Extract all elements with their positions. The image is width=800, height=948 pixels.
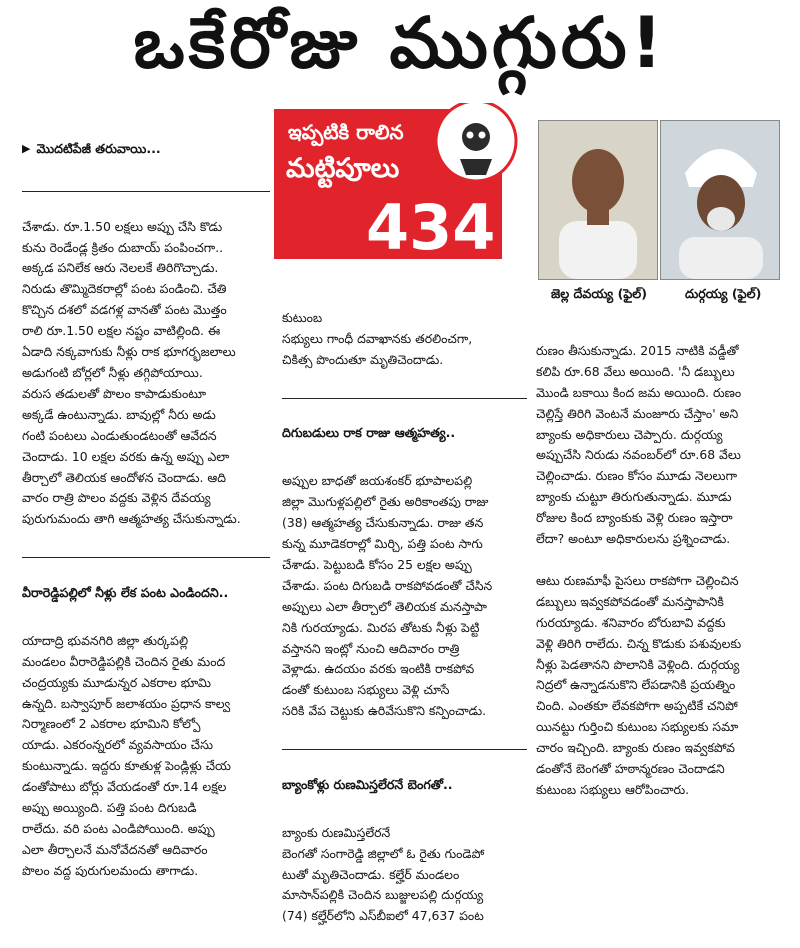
skull-icon [462,123,490,151]
continuation-kicker [22,139,270,160]
paragraph: ఆటు రుణమాఫీ పైసలు రాకపోగా చెల్లించిన డబ్బులు ఇవ్వకపోవడంతో మనస్తాపానికి గురయ్యాడు. శనివారం బోరుబావి వద్దకు వెళ్లి తిరిగి రాలేదు. చిన్న కొడుకు పశువులకు నీళ్లు పెడతానని పొలానికి వెళ్లింది. దుర్గయ్య నిద్రలో ఉన్నాడనుకొని లేపడానికి ప్రయత్నిం చింది. ఎంతకూ లేవకపోగా అప్పటికే చనిపో యినట్టు గుర్తించి కుటుంబ సభ్యులకు సమా చారం ఇచ్చింది. బ్యాంకు రుణం ఇవ్వకపోవ డంతోనే బెంగతో హఠాన్మరణం చెందాడని కుటుంబ సభ్యులు ఆరోపించారు. [536,572,742,797]
divider [282,749,527,750]
headline: ఒకేరోజు ముగ్గురు! [133,1,667,84]
kicker-text: మొదటిపేజీ తరువాయి... [36,140,161,156]
badge-line-1: ఇప్పటికి రాలిన [288,120,404,144]
article-column-1 [22,118,270,903]
badge-count: 434 [366,191,496,263]
subheading: వీరారెడ్డిపల్లిలో నీళ్లు లేక పంట ఎండిందని.. [22,585,229,601]
skull-eye-left-icon [467,132,474,139]
subheading: దిగుబడులు రాక రాజు ఆత్మహత్య.. [282,425,456,441]
article-column-3 [536,320,781,822]
paragraph: యాదాద్రి భువనగిరి జిల్లా తుర్కపల్లి మండలం వీరారెడ్డిపల్లికి చెందిన రైతు మంద చంద్రయ్యకు మూడున్నర ఎకరాల భూమి ఉన్నది. బస్వాపూర్ జలాశయం ప్రధాన కాల్వ నిర్మాణంలో 2 ఎకరాల భూమిని కోల్పో యాడు. ఎకరంన్నరలో వ్యవసాయం చేసు కుంటున్నాడు. ఇద్దరు కూతుళ్ల పెండ్లిళ్లు చేయ డంతోపాటు బోర్లు వేయడంతో రూ.14 లక్షల అప్పు అయ్యింది. పత్తి పంట దిగుబడి రాలేదు. వరి పంట ఎండిపోయింది. అప్పు ఎలా తీర్చాలనే మనోవేదనతో ఆదివారం పొలం వద్ద పురుగులమందు తాగాడు. [22,632,231,878]
article-column-2 [282,287,527,948]
divider [22,191,270,192]
photo-caption: దుర్గయ్య (ఫైల్) [685,286,762,301]
farmer-portrait-icon [539,121,657,279]
divider [282,398,527,399]
paragraph: రుణం తీసుకున్నాడు. 2015 నాటికి వడ్డీతో కలిపి రూ.68 వేలు అయింది. 'నీ డబ్బులు మొండి బకాయి కింద జమ అయింది. రుణం చెల్లిస్తే తిరిగి వెంటనే మంజూరు చేస్తాం' అని బ్యాంకు అధికారులు చెప్పారు. దుర్గయ్య అప్పుచేసి నిరుడు నవంబర్‌లో రూ.68 వేలు చెల్లించాడు. రుణం కోసం మూడు నెలలుగా బ్యాంకు చుట్టూ తిరుగుతున్నాడు. మూడు రోజుల కింద బ్యాంకుకు వెళ్లి రుణం ఇస్తారా లేదా? అంటూ అధికారులను ప్రశ్నించాడు. [536,342,742,547]
farmer-portrait-icon [661,121,779,279]
divider [22,557,270,558]
skull-eye-right-icon [479,132,486,139]
photo-caption: జెల్ల దేవయ్య (ఫైల్) [551,286,647,301]
arrow-icon: ▶ [22,141,31,155]
photo-jella-devayya [538,120,658,280]
badge-graphic [270,103,528,263]
paragraph: అప్పుల బాధతో జయశంకర్ భూపాలపల్లి జిల్లా మొగుళ్లపల్లిలో రైతు అరికాంతపు రాజు (38) ఆత్మహత్య చేసుకున్నాడు. రాజు తన కున్న మూడెకరాల్లో మిర్చి, పత్తి పంట సాగు చేశాడు. పెట్టుబడి కోసం 25 లక్షల అప్పు చేశాడు. పంట దిగుబడి రాకపోవడంతో చేసిన అప్పులు ఎలా తీర్చాలో తెలియక మనస్తాపా నికి గురయ్యాడు. మిరప తోటకు నీళ్లు పెట్టి వస్తానని ఇంట్లో నుంచి ఆదివారం రాత్రి వెళ్లాడు. ఉదయం వరకు ఇంటికి రాకపోవ డంతో కుటుంబ సభ్యులు వెళ్లి చూసే సరికి వేప చెట్టుకు ఉరివేసుకొని కన్పించాడు. [282,473,493,719]
death-count-badge [270,103,528,263]
subheading: బ్యాంకోళ్లు రుణమిస్తలేరనే బెంగతో.. [282,776,453,792]
paragraph: బ్యాంకు రుణమిస్తలేరనే బెంగతో సంగారెడ్డి జిల్లాలో ఓ రైతు గుండెపో టుతో మృతిచెందాడు. కల్హేర్ మండలం మాసాన్‌పల్లికి చెందిన బుజ్జులపల్లి దుర్గయ్య (74) కల్హేర్‌లోని ఎస్‌బీఐలో 47,637 పంట [282,824,485,924]
badge-line-2: మట్టిపూలు [286,153,400,184]
photo-durgayya [660,120,780,280]
paragraph: కుటుంబ సభ్యులు గాంధీ దవాఖానకు తరలించగా, చికిత్స పొందుతూ మృతిచెందాడు. [282,309,473,367]
paragraph: చేశాడు. రూ.1.50 లక్షలు అప్పు చేసి కొడు కును రెండేండ్ల క్రితం దుబాయ్ పంపించగా.. అక్కడ పనిలేక ఆరు నెలలకే తిరిగొచ్చాడు. నిరుడు తొమ్మిదెకరాల్లో పంట పండించి. చేతి కొచ్చిన దశలో వడగళ్ల వానతో పంట మొత్తం రాలి రూ.1.50 లక్షల నష్టం వాటిల్లింది. ఈ ఏడాది నక్కవాగుకు నీళ్లు రాక భూగర్భజలాలు అడుగంటి బోర్లలో నీళ్లు తగ్గిపోయాయి. వరుస తడులతో పొలం కాపాడుకుంటూ అక్కడే ఉంటున్నాడు. బావుల్లో నీరు అడు గంటి పంటలు ఎండుతుండటంతో ఆవేదన చెందాడు. 10 లక్షల వరకు ఉన్న అప్పు ఎలా తీర్చాలో తెలియక ఆందోళన చెందాడు. ఆది వారం రాత్రి పొలం వద్దకు వెళ్లిన దేవయ్య పురుగుమందు తాగి ఆత్మహత్య చేసుకున్నాడు. [22,218,241,527]
